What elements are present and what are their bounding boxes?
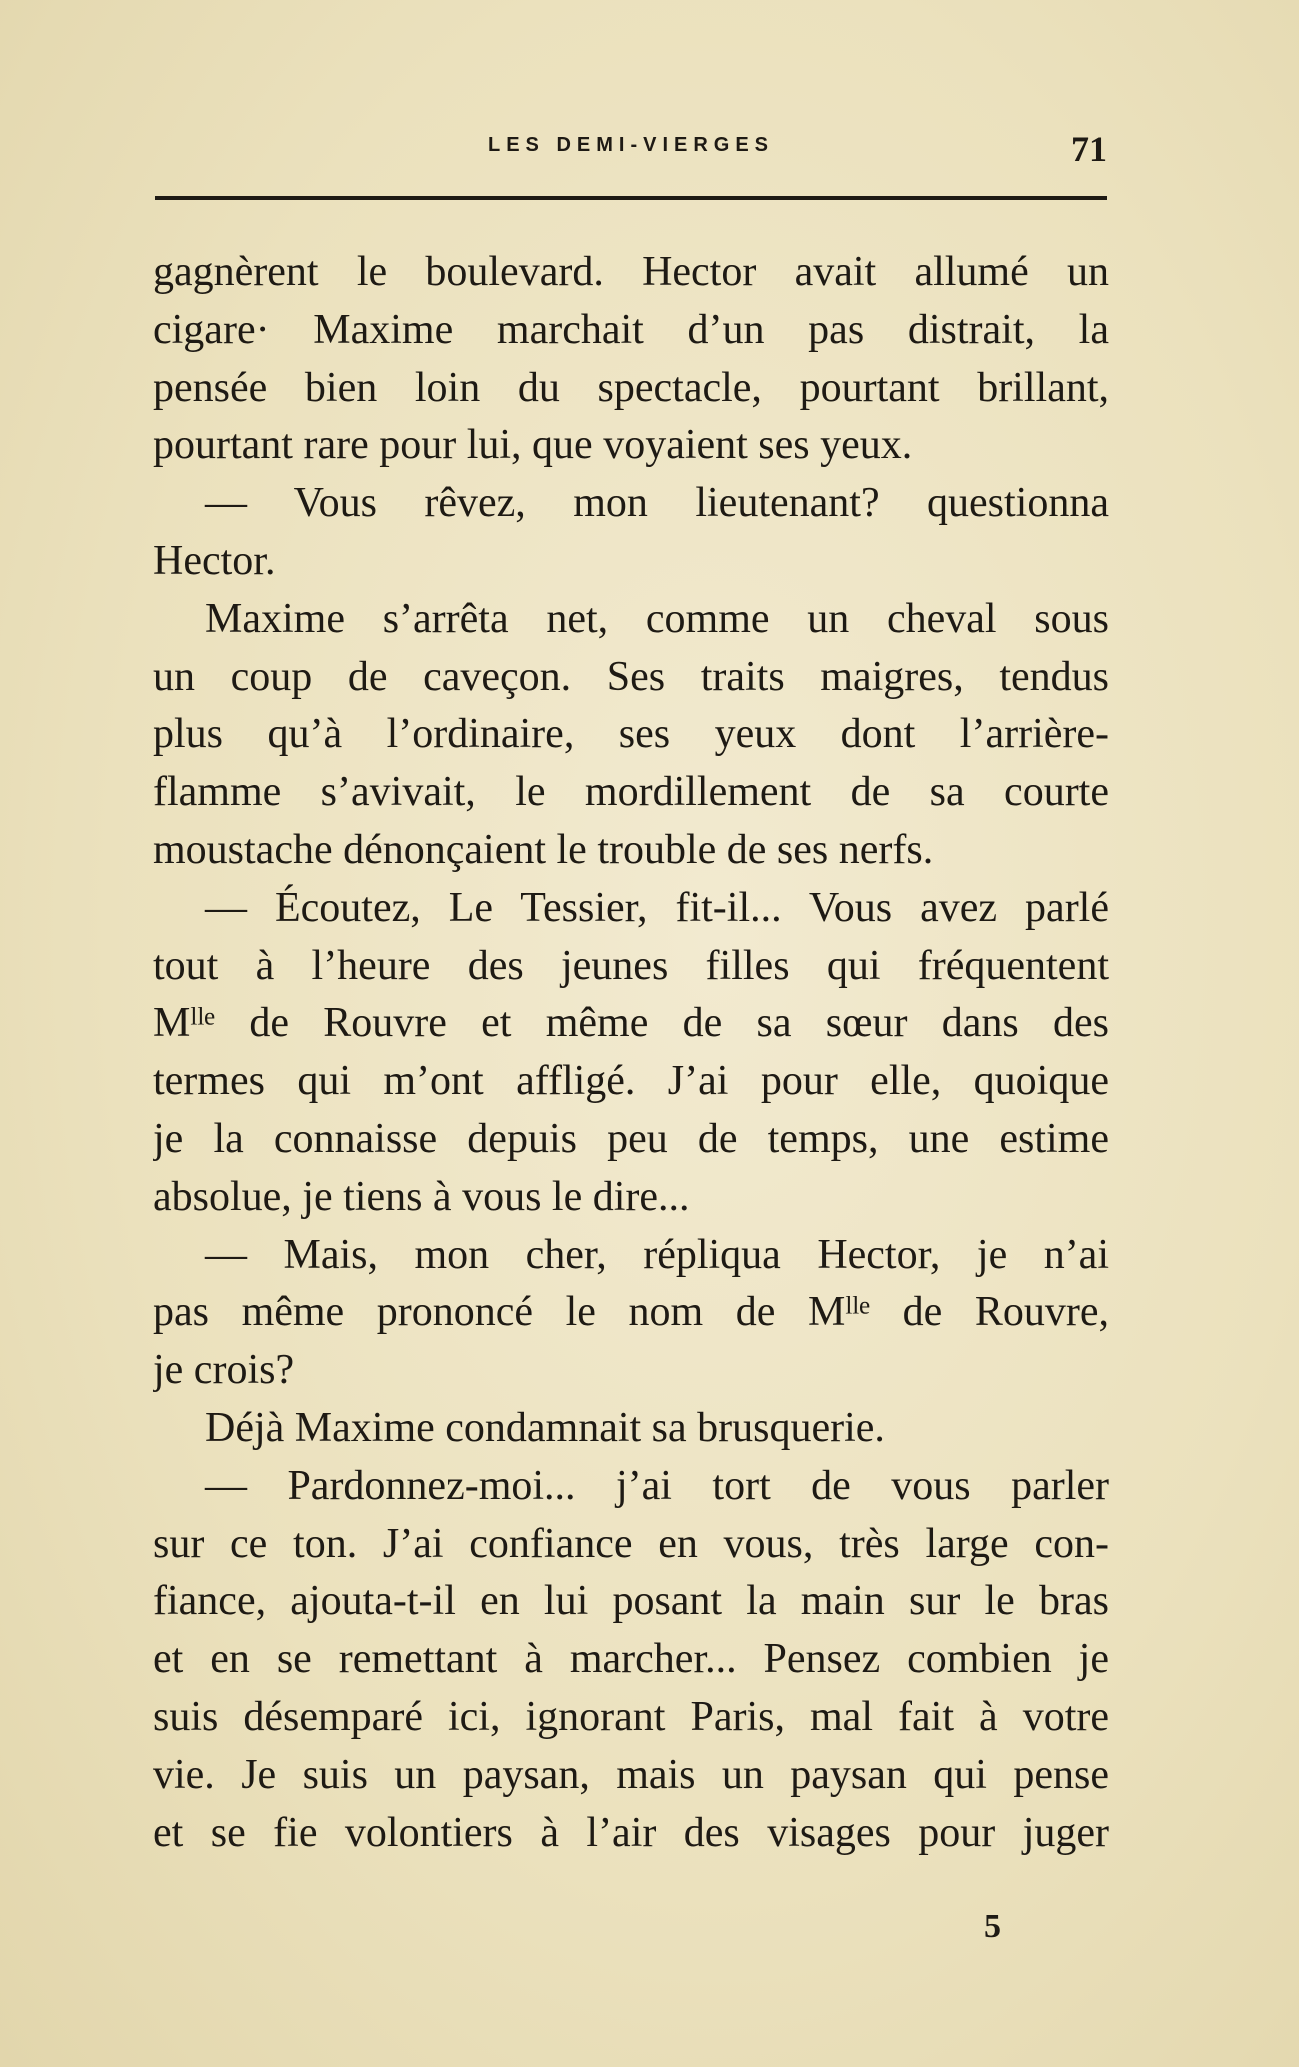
running-header: [155, 128, 1107, 168]
body-text: [153, 244, 1109, 1862]
text-line: pensée bien loin du spectacle, pourtant brillant,: [153, 364, 1109, 411]
text-line: je la connaisse depuis peu de temps, une estime: [153, 1115, 1109, 1162]
page-number: 71: [1071, 129, 1107, 169]
text-line: je crois?: [153, 1347, 295, 1394]
text-line: Maxime s’arrêta net, comme un cheval sous: [205, 595, 1109, 642]
header-rule: [155, 196, 1107, 200]
text-line: — Mais, mon cher, répliqua Hector, je n’ai: [205, 1231, 1109, 1278]
text-line: suis désemparé ici, ignorant Paris, mal fait à votre: [153, 1693, 1109, 1740]
text-line: et se fie volontiers à l’air des visages pour juger: [153, 1809, 1109, 1856]
signature-mark: 5: [984, 1908, 1001, 1945]
text-line: gagnèrent le boulevard. Hector avait allumé un: [153, 249, 1109, 295]
text-line: pas même prononcé le nom de Mˡˡᵉ de Rouvre,: [153, 1289, 1109, 1336]
text-line: cigare· Maxime marchait d’un pas distrait, la: [153, 306, 1109, 353]
text-line: plus qu’à l’ordinaire, ses yeux dont l’arrière-: [153, 711, 1109, 758]
text-line: flamme s’avivait, le mordillement de sa courte: [153, 769, 1109, 816]
text-line: Hector.: [153, 537, 276, 584]
text-line: — Pardonnez-moi... j’ai tort de vous parler: [205, 1462, 1109, 1509]
text-line: fiance, ajouta-t-il en lui posant la main sur le bras: [153, 1578, 1109, 1625]
text-line: absolue, je tiens à vous le dire...: [153, 1173, 690, 1220]
text-line: tout à l’heure des jeunes filles qui fréquentent: [153, 942, 1109, 989]
running-title: LES DEMI-VIERGES: [487, 134, 775, 156]
text-line: Mˡˡᵉ de Rouvre et même de sa sœur dans des: [153, 1000, 1109, 1047]
text-line: termes qui m’ont affligé. J’ai pour elle, quoique: [153, 1058, 1109, 1105]
text-line: moustache dénonçaient le trouble de ses nerfs.: [153, 826, 934, 873]
text-line: pourtant rare pour lui, que voyaient ses yeux.: [153, 422, 913, 469]
text-line: et en se remettant à marcher... Pensez combien je: [153, 1636, 1109, 1683]
text-line: sur ce ton. J’ai confiance en vous, très large con-: [153, 1520, 1109, 1567]
text-line: — Écoutez, Le Tessier, fit-il... Vous avez parlé: [205, 884, 1109, 931]
text-line: — Vous rêvez, mon lieutenant? questionna: [205, 480, 1109, 527]
text-line: vie. Je suis un paysan, mais un paysan qui pense: [153, 1751, 1109, 1798]
text-line: un coup de caveçon. Ses traits maigres, tendus: [153, 653, 1109, 700]
text-line: Déjà Maxime condamnait sa brusquerie.: [205, 1404, 885, 1451]
